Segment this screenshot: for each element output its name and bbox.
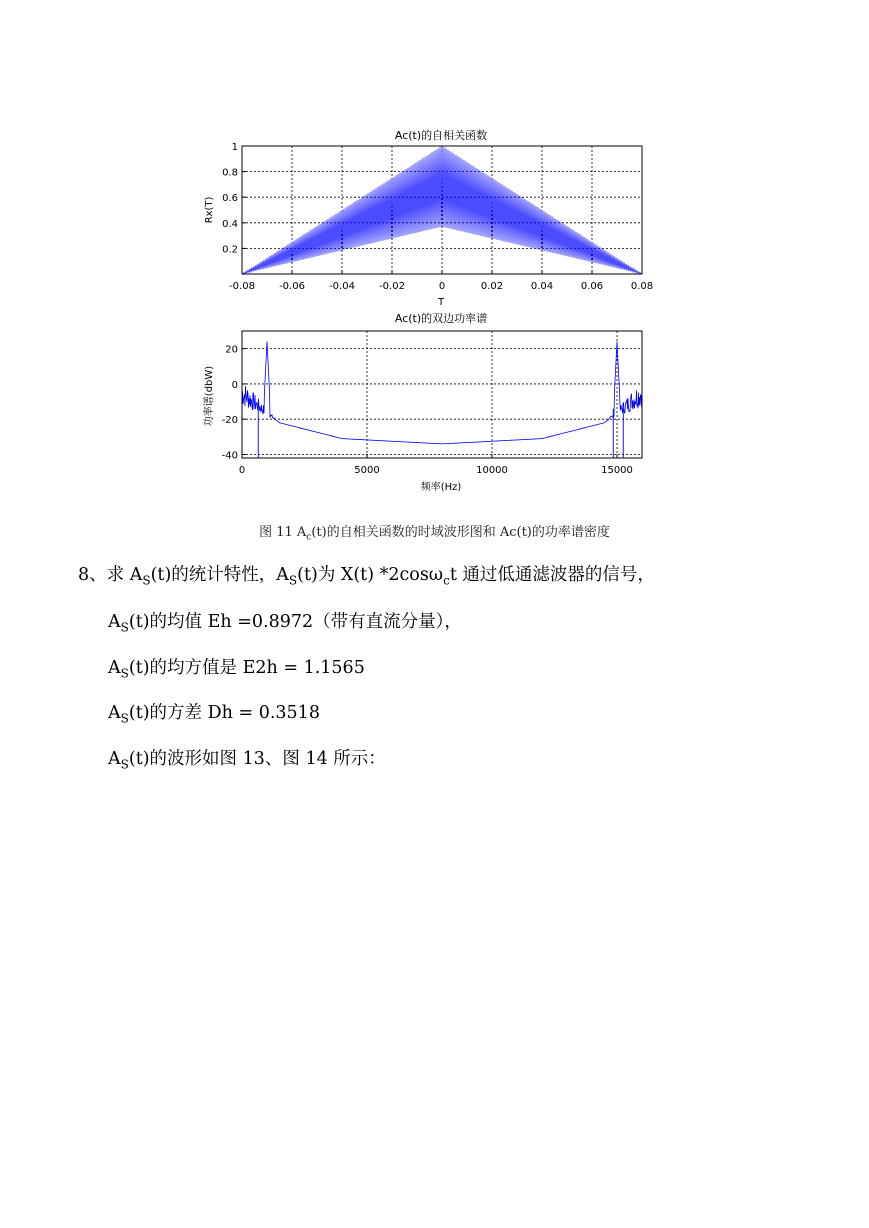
chart1-xtick-label: 0.06: [580, 281, 604, 292]
mean-square-line: $A_S(t)$的均方值是 E2h = 1.1565: [108, 658, 365, 681]
chart1-xtick-label: -0.08: [229, 281, 255, 292]
caption-prefix: 图 11 A: [259, 525, 307, 540]
chart1-xtick-label: -0.06: [279, 281, 305, 292]
chart1-ytick-label: 0.4: [222, 218, 238, 230]
chart1-ytick-label: 0.6: [222, 193, 238, 205]
chart2-title: Ac(t)的双边功率谱: [394, 312, 488, 325]
chart1-xlabel: T: [437, 297, 445, 308]
caption-subscript: c: [306, 532, 312, 543]
chart2-xtick-label: 5000: [354, 465, 380, 476]
figure-caption: [0, 521, 869, 543]
chart1-ytick-label: 1: [231, 142, 238, 153]
chart1-xtick-label: 0.04: [530, 281, 554, 292]
chart2-frame: [242, 331, 642, 458]
chart2-xtick-label: 15000: [601, 465, 633, 476]
chart1-xtick-label: 0.02: [480, 281, 504, 292]
chart2-ytick-label: 20: [225, 344, 238, 356]
chart1-ylabel: Rx(T): [204, 196, 215, 224]
chart2-ylabel: 功率谱(dbW): [204, 365, 215, 427]
chart2-ytick-label: 0: [231, 379, 238, 391]
chart1-xtick-label: 0: [438, 281, 446, 292]
chart2-xtick-label: 0: [238, 465, 246, 476]
chart1-xtick-label: -0.02: [379, 281, 405, 292]
chart1-xtick-label: 0.08: [630, 281, 654, 292]
waveform-reference-line: $A_S(t)$的波形如图 13、图 14 所示：: [108, 749, 386, 772]
variance-line: $A_S(t)$的方差 Dh = 0.3518: [108, 703, 320, 726]
caption-suffix: (t)的自相关函数的时域波形图和 Ac(t)的功率谱密度: [311, 525, 610, 540]
chart2-xtick-label: 10000: [476, 465, 508, 476]
chart2-ytick-label: -20: [221, 415, 238, 427]
question-heading: 8、求 $A_S(t)$的统计特性，$A_S(t)$为 X(t) *2cosω$_c$t 通过低通滤波器的信号，: [78, 565, 655, 588]
mean-line: $A_S(t)$的均值 Eh =0.8972（带有直流分量），: [108, 612, 462, 635]
chart2-series-line: [242, 342, 642, 444]
chart2-ytick-label: -40: [221, 450, 238, 462]
chart1-xtick-label: -0.04: [329, 281, 355, 292]
power-spectrum-chart: [202, 311, 642, 493]
chart2-xlabel: 频率(Hz): [420, 482, 462, 493]
autocorrelation-chart: [204, 128, 653, 308]
chart1-title: Ac(t)的自相关函数: [394, 129, 488, 142]
chart1-ytick-label: 0.8: [222, 167, 238, 179]
figure: [0, 0, 869, 520]
chart1-ytick-label: 0.2: [222, 244, 238, 256]
